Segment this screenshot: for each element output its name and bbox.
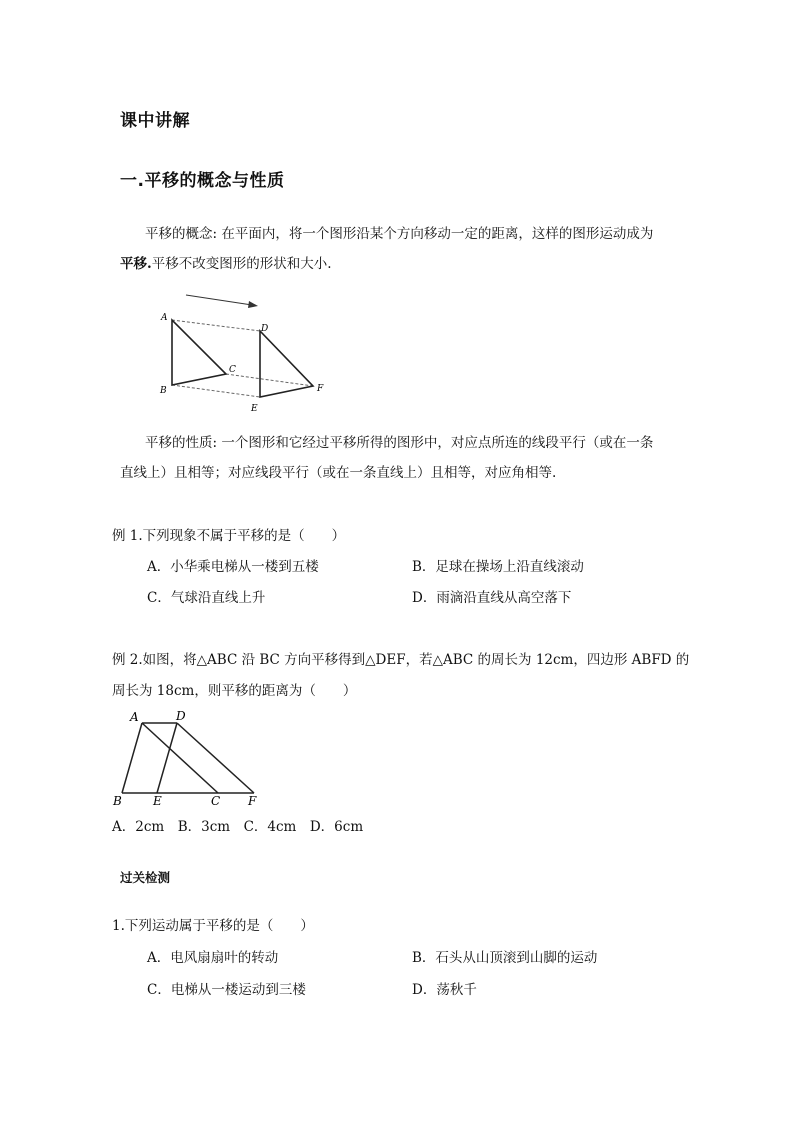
example1-option-b: B．足球在操场上沿直线滚动 xyxy=(412,559,584,575)
direction-arrow-head xyxy=(248,301,258,308)
segment-ac xyxy=(142,723,218,793)
concept-term: 平移. xyxy=(120,256,152,272)
label-a: A xyxy=(161,313,168,323)
segment-de xyxy=(157,723,177,793)
example2-options: A．2cm B．3cm C．4cm D．6cm xyxy=(112,819,364,835)
question1-option-b: B．石头从山顶滚到山脚的运动 xyxy=(412,950,598,966)
translation-figure xyxy=(150,285,340,420)
question1-option-c: C．电梯从一楼运动到三楼 xyxy=(147,982,306,998)
label-a: A xyxy=(130,710,139,724)
example2-question-line-1: 例 2.如图，将△ABC 沿 BC 方向平移得到△DEF，若△ABC 的周长为 12cm，四边形 ABFD 的 xyxy=(112,652,690,668)
label-d: D xyxy=(261,324,269,334)
question1-text: 1.下列运动属于平移的是（ ） xyxy=(112,918,314,934)
example1-option-a: A．小华乘电梯从一楼到五楼 xyxy=(147,559,319,575)
label-c: C xyxy=(211,794,221,808)
label-b: B xyxy=(113,794,122,808)
triangle-abc xyxy=(172,320,226,385)
section-title: 课中讲解 xyxy=(120,111,190,131)
concept-line-1: 平移的概念: 在平面内，将一个图形沿某个方向移动一定的距离，这样的图形运动成为 xyxy=(145,226,654,242)
property-line-1: 平移的性质: 一个图形和它经过平移所得的图形中，对应点所连的线段平行（或在一条 xyxy=(145,435,654,451)
checkpoint-title: 过关检测 xyxy=(120,870,171,885)
question1-option-d: D．荡秋千 xyxy=(412,982,477,998)
label-f: F xyxy=(248,794,257,808)
label-f: F xyxy=(317,384,324,394)
concept-tail: 平移不改变图形的形状和大小. xyxy=(151,256,332,272)
direction-arrow-shaft xyxy=(186,295,252,305)
topic-heading: 一.平移的概念与性质 xyxy=(120,171,285,191)
quadrilateral-figure xyxy=(108,706,268,812)
concept-line-2 xyxy=(120,254,332,274)
segment-df xyxy=(177,723,254,793)
label-e: E xyxy=(153,794,162,808)
segment-ab xyxy=(122,723,142,793)
triangle-def xyxy=(260,331,313,397)
dashed-line-be xyxy=(172,385,260,397)
question1-option-a: A．电风扇扇叶的转动 xyxy=(147,950,279,966)
example1-question: 例 1.下列现象不属于平移的是（ ） xyxy=(112,528,346,544)
label-d: D xyxy=(176,709,186,723)
label-c: C xyxy=(229,365,236,375)
property-line-2: 直线上）且相等；对应线段平行（或在一条直线上）且相等，对应角相等. xyxy=(120,465,557,481)
example1-option-c: C．气球沿直线上升 xyxy=(147,590,266,606)
dashed-line-ad xyxy=(172,320,260,331)
example1-option-d: D．雨滴沿直线从高空落下 xyxy=(412,590,572,606)
example2-question-line-2: 周长为 18cm，则平移的距离为（ ） xyxy=(112,683,357,699)
label-e: E xyxy=(251,404,258,414)
dashed-line-cf xyxy=(226,374,313,386)
label-b: B xyxy=(160,386,167,396)
